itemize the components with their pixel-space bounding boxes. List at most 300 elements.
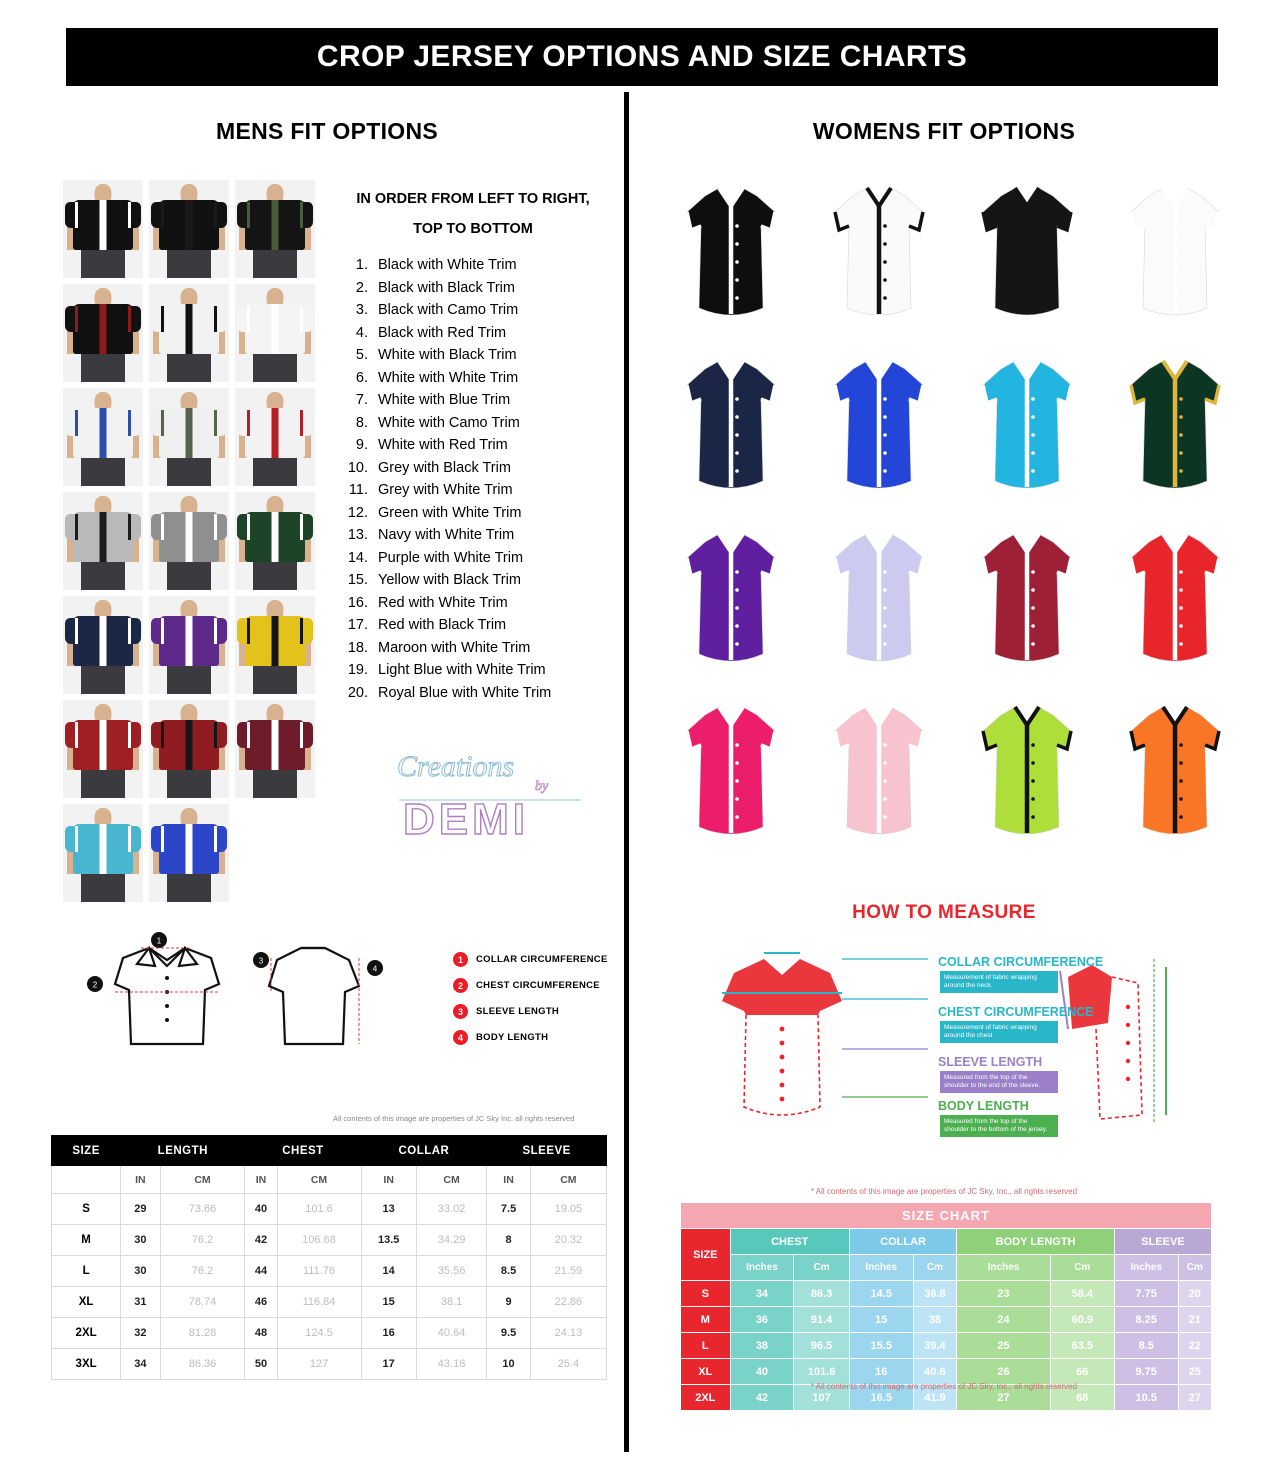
jersey-sleeve-right [300, 202, 313, 228]
jersey-placket [100, 200, 107, 250]
mens-option-label-20: 20. Royal Blue with White Trim [372, 682, 608, 705]
jersey-placket [272, 720, 279, 770]
measure-point-4 [453, 1030, 608, 1045]
womens-jersey-graphic [675, 355, 787, 505]
jersey-sleeve-left [65, 722, 78, 748]
mens-unit-in-4: IN [361, 1166, 416, 1194]
womens-option-9 [662, 518, 800, 683]
svg-text:2: 2 [92, 980, 98, 990]
jersey-sleeve-left [237, 618, 250, 644]
womens-cell-value: 38 [913, 1307, 957, 1333]
mens-cell-value: 9.5 [487, 1318, 530, 1349]
mens-cell-value: 50 [245, 1349, 277, 1380]
mens-heading: MENS FIT OPTIONS [215, 118, 439, 144]
womens-measure-desc-2: Measurement of fabric wrapping around the chest [940, 1021, 1058, 1043]
womens-col-group-collar: COLLAR [849, 1229, 956, 1255]
mens-size-value: L [52, 1256, 121, 1287]
measure-label: SLEEVE LENGTH [476, 1006, 560, 1017]
model-photo [149, 180, 229, 278]
womens-unit-inches-2: Inches [849, 1255, 913, 1281]
model-legs [81, 872, 125, 902]
model-legs [167, 248, 211, 278]
mens-cell-value: 30 [121, 1256, 160, 1287]
mens-col-group-length: LENGTH [121, 1136, 245, 1166]
jersey-placket [272, 304, 279, 354]
womens-option-5 [662, 345, 800, 510]
mens-legend [338, 184, 608, 704]
womens-cell-value: 40.6 [913, 1359, 957, 1385]
jersey-sleeve-left [151, 826, 164, 852]
model-photo [235, 284, 315, 382]
mens-cell-value: 111.76 [277, 1256, 361, 1287]
womens-copyright-top: * All contents of this image are properties of JC Sky, Inc., all rights reserved [810, 1187, 1078, 1196]
womens-size-value: L [681, 1333, 731, 1359]
jersey-sleeve-right [128, 722, 141, 748]
mens-table-row [52, 1256, 607, 1287]
mens-option-label-9: 9. White with Red Trim [372, 434, 608, 457]
mens-cell-value: 43.18 [416, 1349, 486, 1380]
jersey-sleeve-left [65, 618, 78, 644]
mens-size-value: S [52, 1194, 121, 1225]
womens-size-col-header: SIZE [681, 1229, 731, 1281]
mens-cell-value: 38.1 [416, 1287, 486, 1318]
svg-text:1: 1 [156, 936, 162, 946]
mens-option-label-8: 8. White with Camo Trim [372, 412, 608, 435]
womens-cell-value: 16.5 [849, 1385, 913, 1411]
jersey-placket [186, 200, 193, 250]
mens-size-value: XL [52, 1287, 121, 1318]
mens-cell-value: 35.56 [416, 1256, 486, 1287]
svg-text:Creations: Creations [397, 750, 515, 783]
womens-cell-value: 34 [730, 1281, 794, 1307]
jersey-placket [186, 512, 193, 562]
model-photo [149, 284, 229, 382]
mens-option-14 [149, 596, 229, 694]
mens-size-value: M [52, 1225, 121, 1256]
measure-point-1 [453, 952, 608, 967]
womens-unit-inches-4: Inches [957, 1255, 1050, 1281]
womens-option-15 [958, 691, 1096, 856]
jersey-placket [186, 824, 193, 874]
model-photo [149, 492, 229, 590]
mens-cell-value: 8 [487, 1225, 530, 1256]
mens-option-label-11: 11. Grey with White Trim [372, 479, 608, 502]
model-legs [81, 768, 125, 798]
jersey-sleeve-right [214, 306, 227, 332]
womens-cell-value: 41.9 [913, 1385, 957, 1411]
womens-cell-value: 23 [957, 1281, 1050, 1307]
mens-option-5 [149, 284, 229, 382]
mens-option-label-12: 12. Green with White Trim [372, 502, 608, 525]
mens-option-label-18: 18. Maroon with White Trim [372, 637, 608, 660]
measure-point-3 [453, 1004, 608, 1019]
mens-cell-value: 25.4 [530, 1349, 606, 1380]
mens-cell-value: 81.28 [160, 1318, 245, 1349]
womens-cell-value: 14.5 [849, 1281, 913, 1307]
mens-col-group-size: SIZE [52, 1136, 121, 1166]
mens-cell-value: 34 [121, 1349, 160, 1380]
womens-size-value: 2XL [681, 1385, 731, 1411]
jersey-sleeve-right [300, 722, 313, 748]
jersey-placket [186, 304, 193, 354]
model-photo [149, 700, 229, 798]
mens-option-grid [63, 180, 323, 902]
womens-cell-value: 24 [957, 1307, 1050, 1333]
womens-cell-value: 20 [1178, 1281, 1211, 1307]
mens-cell-value: 86.36 [160, 1349, 245, 1380]
mens-option-11 [149, 492, 229, 590]
mens-col-group-chest: CHEST [245, 1136, 361, 1166]
womens-measure-diagram [660, 937, 1230, 1147]
jersey-sleeve-left [65, 202, 78, 228]
mens-option-label-13: 13. Navy with White Trim [372, 524, 608, 547]
jersey-sleeve-left [237, 514, 250, 540]
jersey-sleeve-right [214, 618, 227, 644]
mens-cell-value: 19.05 [530, 1194, 606, 1225]
jersey-placket [272, 512, 279, 562]
model-legs [253, 768, 297, 798]
jersey-placket [272, 616, 279, 666]
model-photo [63, 180, 143, 278]
model-photo [63, 492, 143, 590]
womens-option-12 [1106, 518, 1244, 683]
womens-table-row [681, 1359, 1212, 1385]
jersey-placket [272, 200, 279, 250]
model-legs [167, 872, 211, 902]
jersey-placket [100, 304, 107, 354]
mens-measure-key [453, 952, 608, 1056]
womens-jersey-graphic [971, 701, 1083, 851]
womens-table-row [681, 1281, 1212, 1307]
model-photo [235, 492, 315, 590]
mens-cell-value: 116.84 [277, 1287, 361, 1318]
how-to-measure-title: HOW TO MEASURE [852, 902, 1036, 923]
mens-measure-diagram [63, 932, 623, 1077]
model-legs [167, 352, 211, 382]
mens-cell-value: 14 [361, 1256, 416, 1287]
mens-size-value: 3XL [52, 1349, 121, 1380]
mens-option-label-2: 2. Black with Black Trim [372, 277, 608, 300]
mens-cell-value: 20.32 [530, 1225, 606, 1256]
womens-cell-value: 36.8 [913, 1281, 957, 1307]
model-legs [81, 248, 125, 278]
womens-table-row [681, 1333, 1212, 1359]
womens-jersey-graphic [1119, 355, 1231, 505]
mens-cell-value: 8.5 [487, 1256, 530, 1287]
mens-cell-value: 127 [277, 1349, 361, 1380]
womens-option-1 [662, 172, 800, 337]
womens-cell-value: 8.5 [1114, 1333, 1178, 1359]
mens-cell-value: 40.64 [416, 1318, 486, 1349]
womens-option-2 [810, 172, 948, 337]
womens-cell-value: 40 [730, 1359, 794, 1385]
mens-option-13 [63, 596, 143, 694]
womens-option-11 [958, 518, 1096, 683]
mens-option-label-1: 1. Black with White Trim [372, 254, 608, 277]
model-legs [81, 664, 125, 694]
womens-unit-cm-5: Cm [1050, 1255, 1114, 1281]
model-legs [81, 560, 125, 590]
jersey-sleeve-left [151, 722, 164, 748]
mens-cell-value: 21.59 [530, 1256, 606, 1287]
womens-option-grid [662, 172, 1244, 856]
model-photo [235, 388, 315, 486]
mens-option-2 [149, 180, 229, 278]
womens-size-table [680, 1202, 1212, 1411]
mens-col-group-collar: COLLAR [361, 1136, 487, 1166]
womens-measure-desc-3: Measured from the top of the shoulder to the end of the sleeve. [940, 1071, 1058, 1093]
mens-option-label-3: 3. Black with Camo Trim [372, 299, 608, 322]
womens-jersey-graphic [971, 528, 1083, 678]
measure-number-icon: 2 [453, 978, 468, 993]
model-photo [149, 596, 229, 694]
jersey-sleeve-right [128, 618, 141, 644]
mens-cell-value: 10 [487, 1349, 530, 1380]
womens-option-8 [1106, 345, 1244, 510]
jersey-sleeve-left [237, 306, 250, 332]
page-title: CROP JERSEY OPTIONS AND SIZE CHARTS [66, 28, 1218, 86]
jersey-sleeve-right [214, 722, 227, 748]
mens-unit-cm-1: CM [160, 1166, 245, 1194]
model-legs [81, 352, 125, 382]
mens-unit-blank [52, 1166, 121, 1194]
womens-option-4 [1106, 172, 1244, 337]
womens-cell-value: 27 [1178, 1385, 1211, 1411]
mens-option-4 [63, 284, 143, 382]
womens-copyright-bottom: * All contents of this image are properties of JC Sky, Inc., all rights reserved [810, 1382, 1078, 1391]
womens-cell-value: 26 [957, 1359, 1050, 1385]
womens-jersey-graphic [1119, 701, 1231, 851]
jersey-placket [186, 408, 193, 458]
womens-table-title: SIZE CHART [681, 1203, 1212, 1229]
model-photo [63, 388, 143, 486]
measure-label: BODY LENGTH [476, 1032, 549, 1043]
measure-number-icon: 1 [453, 952, 468, 967]
jersey-sleeve-right [128, 514, 141, 540]
womens-cell-value: 15.5 [849, 1333, 913, 1359]
mens-cell-value: 31 [121, 1287, 160, 1318]
model-legs [167, 560, 211, 590]
mens-cell-value: 48 [245, 1318, 277, 1349]
womens-cell-value: 8.25 [1114, 1307, 1178, 1333]
mens-cell-value: 34.29 [416, 1225, 486, 1256]
mens-table-row [52, 1318, 607, 1349]
womens-cell-value: 96.5 [794, 1333, 850, 1359]
mens-option-6 [235, 284, 315, 382]
womens-panel [634, 92, 1254, 1452]
womens-size-value: XL [681, 1359, 731, 1385]
svg-text:4: 4 [372, 964, 378, 974]
mens-cell-value: 9 [487, 1287, 530, 1318]
womens-jersey-graphic [823, 528, 935, 678]
womens-size-value: M [681, 1307, 731, 1333]
jersey-placket [100, 512, 107, 562]
mens-cell-value: 78.74 [160, 1287, 245, 1318]
womens-unit-inches-0: Inches [730, 1255, 794, 1281]
mens-option-label-17: 17. Red with Black Trim [372, 614, 608, 637]
mens-option-label-14: 14. Purple with White Trim [372, 547, 608, 570]
womens-measure-label-3: SLEEVE LENGTH [938, 1055, 1043, 1069]
mens-unit-cm-5: CM [416, 1166, 486, 1194]
mens-unit-cm-7: CM [530, 1166, 606, 1194]
panel-divider [624, 92, 629, 1452]
measure-number-icon: 3 [453, 1004, 468, 1019]
mens-size-table [51, 1135, 607, 1380]
womens-measure-label-2: CHEST CIRCUMFERENCE [938, 1005, 1094, 1019]
womens-cell-value: 63.5 [1050, 1333, 1114, 1359]
womens-option-14 [810, 691, 948, 856]
jersey-placket [100, 616, 107, 666]
brand-logo [385, 742, 595, 852]
womens-jersey-graphic [971, 355, 1083, 505]
jersey-sleeve-right [214, 202, 227, 228]
womens-option-10 [810, 518, 948, 683]
jersey-sleeve-right [128, 306, 141, 332]
mens-option-17 [149, 700, 229, 798]
jersey-placket [100, 824, 107, 874]
womens-jersey-graphic [971, 182, 1083, 332]
womens-col-group-body-length: BODY LENGTH [957, 1229, 1115, 1255]
jersey-placket [100, 720, 107, 770]
womens-cell-value: 16 [849, 1359, 913, 1385]
womens-unit-cm-7: Cm [1178, 1255, 1211, 1281]
mens-unit-cm-3: CM [277, 1166, 361, 1194]
mens-table-row [52, 1225, 607, 1256]
mens-option-15 [235, 596, 315, 694]
womens-option-3 [958, 172, 1096, 337]
model-legs [253, 456, 297, 486]
mens-cell-value: 13 [361, 1194, 416, 1225]
jersey-sleeve-left [151, 202, 164, 228]
mens-cell-value: 33.02 [416, 1194, 486, 1225]
mens-cell-value: 29 [121, 1194, 160, 1225]
mens-panel [33, 92, 621, 1452]
mens-cell-value: 24.13 [530, 1318, 606, 1349]
jersey-sleeve-right [300, 514, 313, 540]
womens-jersey-graphic [823, 701, 935, 851]
mens-unit-in-2: IN [245, 1166, 277, 1194]
womens-cell-value: 15 [849, 1307, 913, 1333]
model-legs [253, 560, 297, 590]
mens-option-7 [63, 388, 143, 486]
womens-unit-cm-3: Cm [913, 1255, 957, 1281]
jersey-sleeve-right [300, 306, 313, 332]
mens-option-8 [149, 388, 229, 486]
womens-cell-value: 36 [730, 1307, 794, 1333]
model-photo [235, 700, 315, 798]
womens-cell-value: 38 [730, 1333, 794, 1359]
measure-number-icon: 4 [453, 1030, 468, 1045]
mens-cell-value: 30 [121, 1225, 160, 1256]
mens-cell-value: 42 [245, 1225, 277, 1256]
womens-cell-value: 22 [1178, 1333, 1211, 1359]
womens-cell-value: 86.3 [794, 1281, 850, 1307]
jersey-sleeve-left [65, 306, 78, 332]
mens-cell-value: 16 [361, 1318, 416, 1349]
mens-cell-value: 124.5 [277, 1318, 361, 1349]
womens-col-group-sleeve: SLEEVE [1114, 1229, 1211, 1255]
womens-cell-value: 25 [1178, 1359, 1211, 1385]
womens-jersey-graphic [675, 182, 787, 332]
womens-cell-value: 42 [730, 1385, 794, 1411]
mens-cell-value: 44 [245, 1256, 277, 1287]
model-legs [253, 248, 297, 278]
mens-table-row [52, 1287, 607, 1318]
model-legs [167, 664, 211, 694]
womens-jersey-graphic [1119, 182, 1231, 332]
model-legs [253, 664, 297, 694]
jersey-sleeve-left [151, 618, 164, 644]
mens-cell-value: 17 [361, 1349, 416, 1380]
jersey-sleeve-left [65, 514, 78, 540]
mens-option-label-4: 4. Black with Red Trim [372, 322, 608, 345]
womens-cell-value: 101.6 [794, 1359, 850, 1385]
mens-legend-title-1: IN ORDER FROM LEFT TO RIGHT, [356, 191, 590, 207]
mens-option-19 [63, 804, 143, 902]
womens-jersey-graphic [1119, 528, 1231, 678]
jersey-sleeve-right [128, 826, 141, 852]
mens-option-label-19: 19. Light Blue with White Trim [372, 659, 608, 682]
womens-cell-value: 7.75 [1114, 1281, 1178, 1307]
jersey-sleeve-right [214, 514, 227, 540]
jersey-sleeve-left [237, 722, 250, 748]
mens-unit-in-0: IN [121, 1166, 160, 1194]
jersey-placket [186, 720, 193, 770]
womens-unit-cm-1: Cm [794, 1255, 850, 1281]
womens-cell-value: 39.4 [913, 1333, 957, 1359]
womens-jersey-graphic [823, 355, 935, 505]
womens-option-6 [810, 345, 948, 510]
mens-cell-value: 15 [361, 1287, 416, 1318]
jersey-placket [100, 408, 107, 458]
mens-option-9 [235, 388, 315, 486]
womens-cell-value: 9.75 [1114, 1359, 1178, 1385]
mens-option-label-10: 10. Grey with Black Trim [372, 457, 608, 480]
mens-option-10 [63, 492, 143, 590]
mens-copyright: All contents of this image are properties of JC Sky Inc. all rights reserved [333, 1114, 575, 1123]
mens-option-list [338, 254, 608, 704]
jersey-sleeve-right [214, 410, 227, 436]
mens-option-1 [63, 180, 143, 278]
womens-measure-label-1: COLLAR CIRCUMFERENCE [938, 955, 1104, 969]
mens-unit-in-6: IN [487, 1166, 530, 1194]
model-legs [167, 768, 211, 798]
mens-option-12 [235, 492, 315, 590]
model-legs [81, 456, 125, 486]
womens-cell-value: 27 [957, 1385, 1050, 1411]
mens-table-row [52, 1349, 607, 1380]
model-photo [235, 180, 315, 278]
jersey-sleeve-right [300, 618, 313, 644]
mens-cell-value: 73.66 [160, 1194, 245, 1225]
mens-size-value: 2XL [52, 1318, 121, 1349]
svg-text:by: by [535, 779, 549, 794]
womens-measure-label-4: BODY LENGTH [938, 1099, 1029, 1113]
mens-cell-value: 22.86 [530, 1287, 606, 1318]
womens-cell-value: 91.4 [794, 1307, 850, 1333]
measure-label: COLLAR CIRCUMFERENCE [476, 954, 608, 965]
mens-option-label-6: 6. White with White Trim [372, 367, 608, 390]
womens-col-group-chest: CHEST [730, 1229, 849, 1255]
mens-cell-value: 13.5 [361, 1225, 416, 1256]
svg-text:DEMI: DEMI [403, 795, 529, 844]
womens-jersey-graphic [675, 701, 787, 851]
mens-cell-value: 76.2 [160, 1256, 245, 1287]
model-photo [149, 804, 229, 902]
womens-measure-desc-4: Measured from the top of the shoulder to the bottom of the jersey. [940, 1115, 1058, 1137]
womens-option-16 [1106, 691, 1244, 856]
womens-size-value: S [681, 1281, 731, 1307]
